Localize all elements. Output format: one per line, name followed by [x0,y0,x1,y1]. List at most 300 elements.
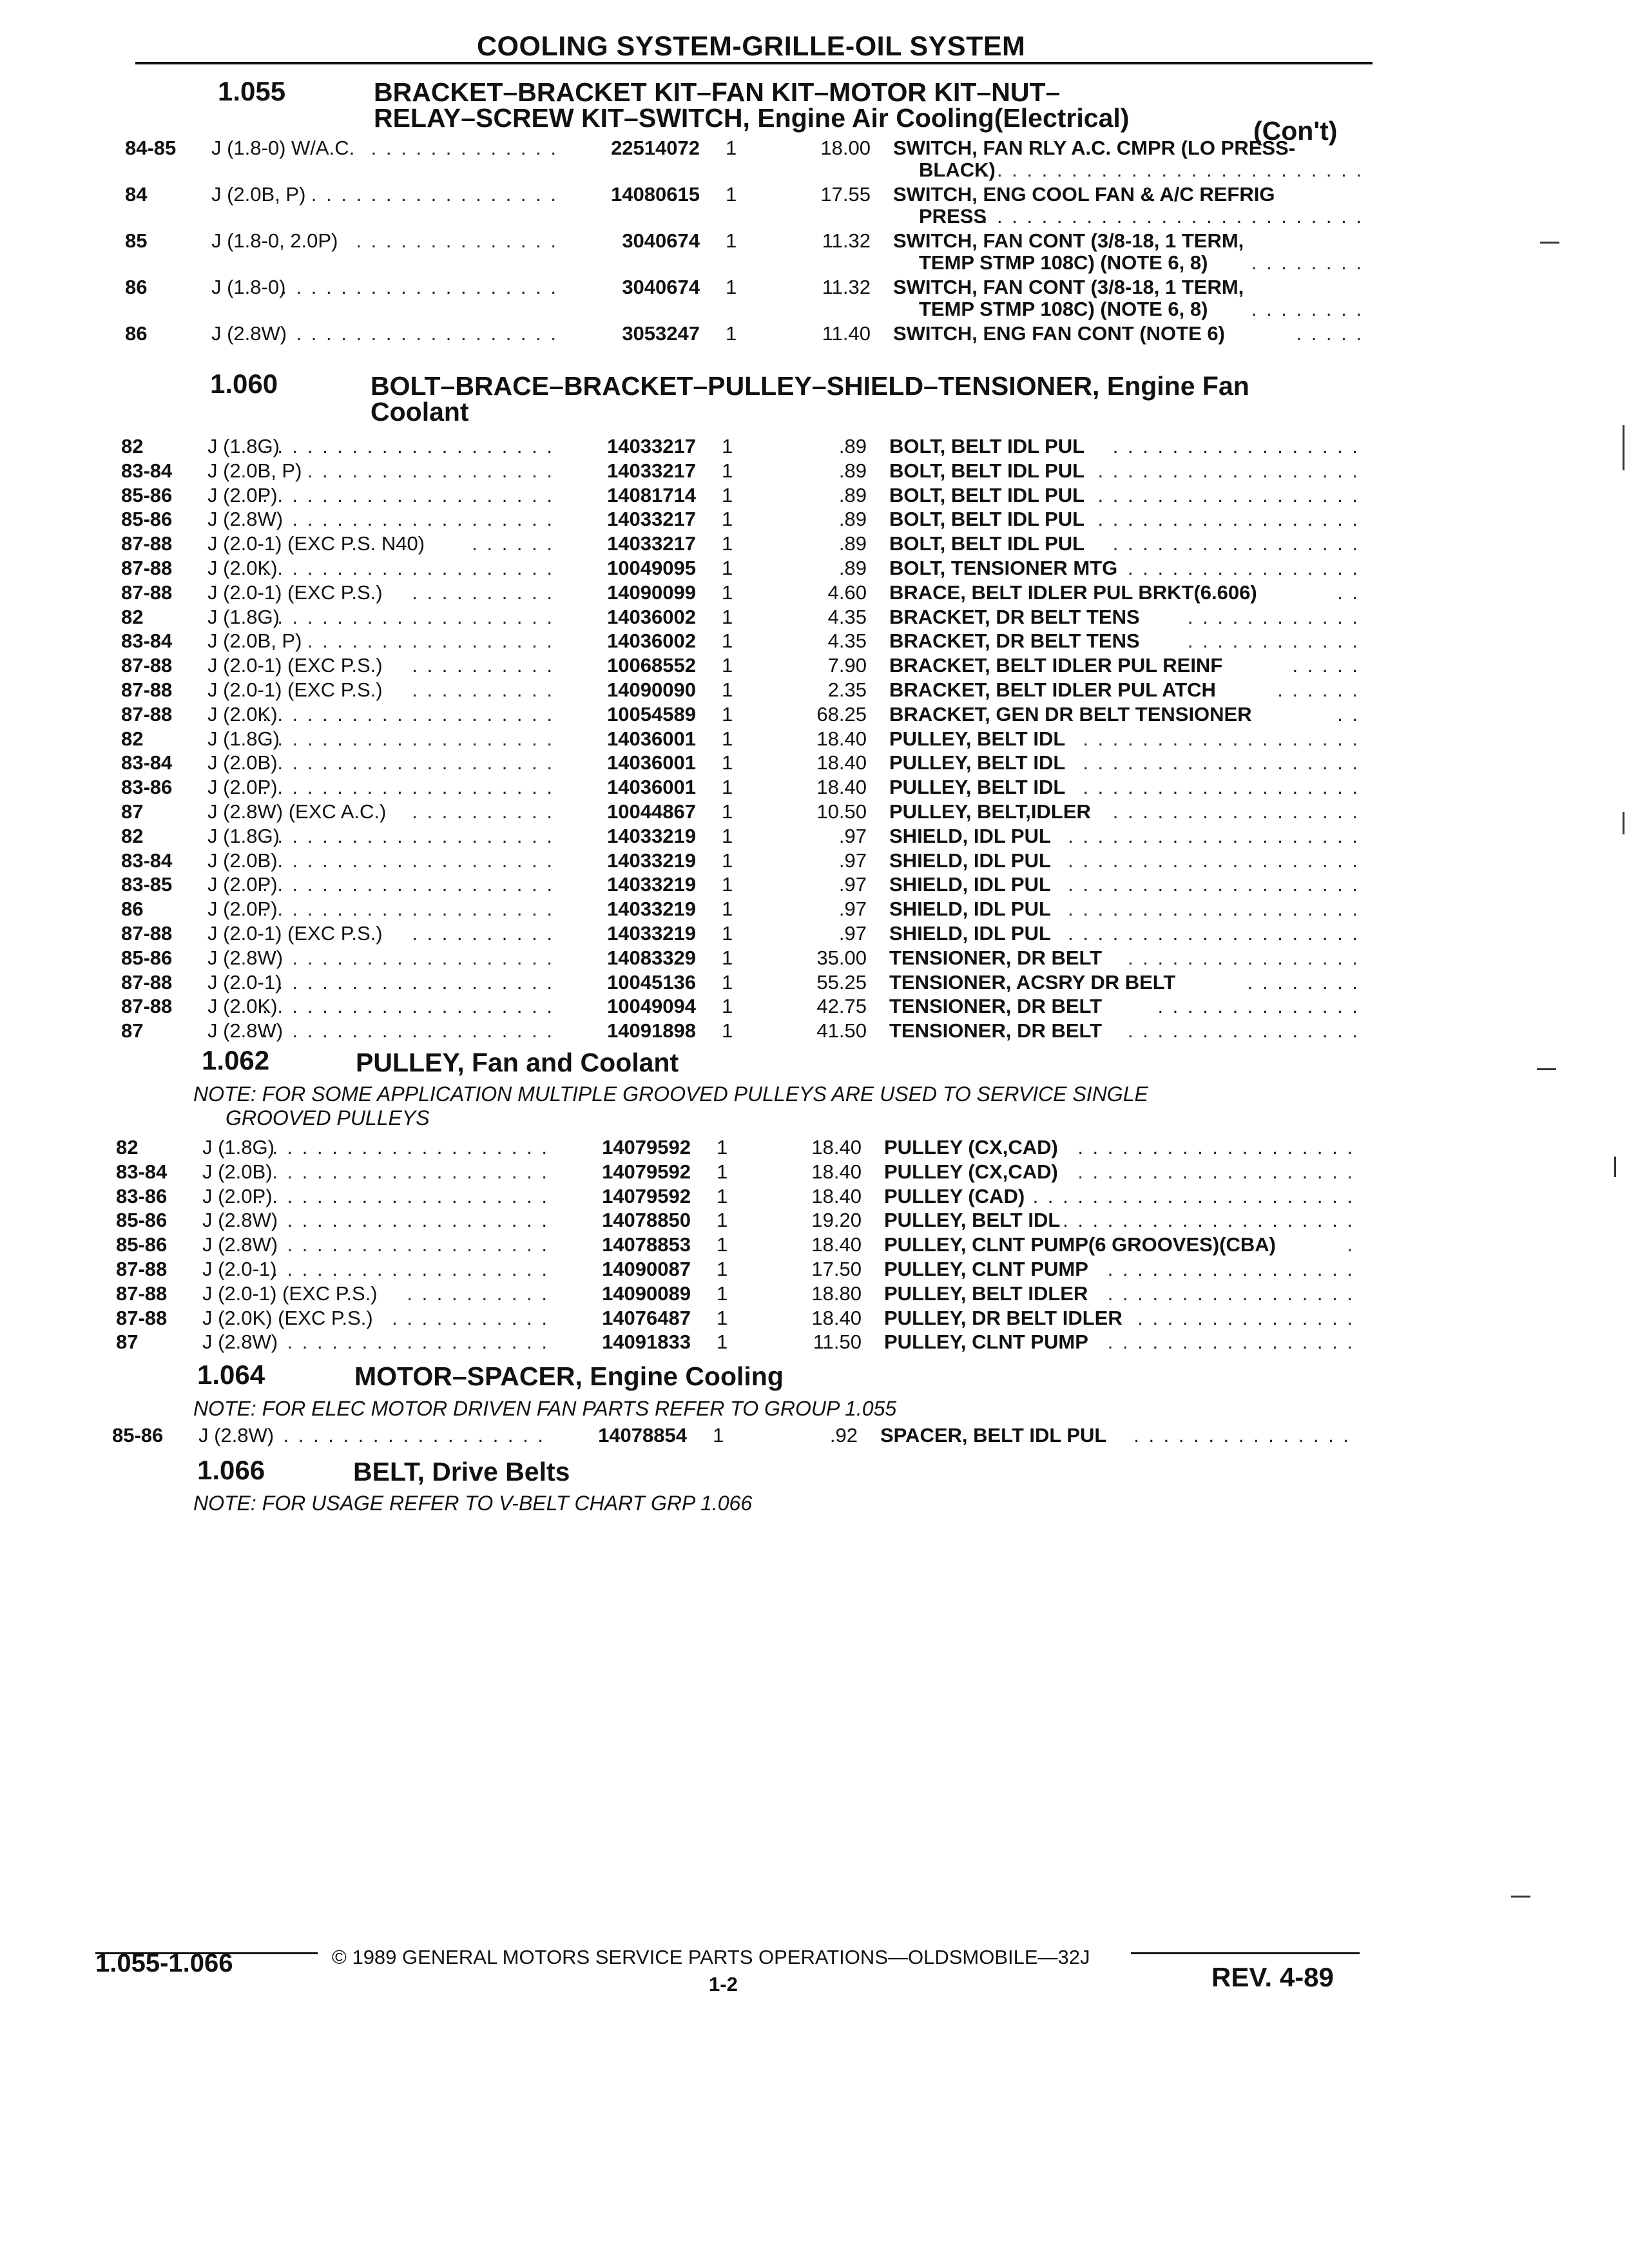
model-year: 85-86 [116,1233,168,1256]
part-description: SWITCH, FAN RLY A.C. CMPR (LO PRESS- [893,137,1296,159]
price: .97 [838,824,867,847]
part-number: 14033217 [607,532,696,555]
table-row [0,1331,1629,1355]
leader-dots: . . . . . . . . . . [412,678,554,701]
leader-dots: . . . . . . . . . . . . . . . . . [1107,1258,1354,1280]
table-row [0,1209,1629,1233]
model-year: 86 [125,322,148,345]
model-year: 84-85 [125,137,177,159]
group-number: 1.064 [197,1360,265,1390]
vehicle-model: J (2.0B) [202,1160,273,1183]
margin-mark [1511,1896,1530,1898]
price: .97 [838,922,867,945]
part-description: SHIELD, IDL PUL [889,849,1051,872]
leader-dots: . . [1337,702,1360,726]
leader-dots: . . . . . . . . . . . . . . . . . . . [277,508,554,531]
leader-dots: . . . . . . . . . . . . . . . . [1128,946,1360,969]
leader-dots: . . . . . . . . . . . . . [371,137,558,159]
part-description-continued: TEMP STMP 108C) (NOTE 6, 8) [919,251,1208,274]
part-description: TENSIONER, DR BELT [889,1019,1103,1043]
quantity: 1 [722,800,733,823]
model-year: 87-88 [121,995,173,1018]
model-year: 83-86 [116,1184,168,1207]
price: .92 [829,1424,858,1446]
leader-dots: . . . . . . . . . . . . . . . . . . . . [257,1136,549,1158]
part-number: 14036001 [607,776,696,799]
quantity: 1 [722,532,733,555]
vehicle-model: J (2.0-1) (EXC P.S.) [207,922,383,945]
margin-mark [1623,812,1624,834]
quantity: 1 [717,1209,728,1232]
quantity: 1 [722,654,733,677]
vehicle-model: J (1.8-0, 2.0P) [211,229,338,252]
leader-dots: . . . . . . . . . . . . . . . . . . . . [262,995,554,1018]
part-number: 14076487 [602,1306,691,1329]
part-description: PULLEY, BELT IDLER [884,1282,1088,1305]
quantity: 1 [726,322,737,345]
quantity: 1 [722,849,733,872]
leader-dots: . . . . . . . . . . . . . . . . . [1112,435,1360,457]
part-description: BOLT, BELT IDL PUL [889,508,1085,531]
quantity: 1 [717,1306,728,1329]
vehicle-model: J (1.8G) [207,824,280,847]
model-year: 85-86 [121,483,173,506]
leader-dots: . . . . . . . . . . . . [1187,605,1360,628]
part-number: 14033217 [607,435,696,457]
leader-dots: . . . . . . . . . . [412,922,554,945]
quantity: 1 [722,776,733,799]
quantity: 1 [722,873,733,896]
model-year: 82 [121,727,144,750]
price: 4.35 [827,629,867,653]
table-row [0,776,1629,800]
table-row [0,629,1629,654]
price: 11.32 [822,229,871,252]
leader-dots: . . . . . . . . . . . . . . . . . . . . [262,557,554,579]
table-row [0,678,1629,703]
table-row [0,873,1629,898]
leader-dots: . . . . . . . . . . . . . . . . . . . . [262,873,554,896]
margin-mark [1614,1157,1616,1177]
group-title-line: MOTOR–SPACER, Engine Cooling [354,1361,784,1391]
table-row [0,849,1629,874]
part-number: 14079592 [602,1136,691,1158]
price: .97 [838,849,867,872]
vehicle-model: J (2.0B) [207,849,278,872]
leader-dots: . . . . . . [472,532,554,555]
table-row [0,508,1629,532]
quantity: 1 [722,508,733,531]
model-year: 82 [116,1136,139,1158]
table-row [0,459,1629,484]
vehicle-model: J (2.8W) [202,1209,278,1232]
part-description: BOLT, BELT IDL PUL [889,532,1085,555]
model-year: 83-84 [121,629,173,653]
quantity: 1 [722,824,733,847]
table-row [0,825,1629,849]
vehicle-model: J (2.0-1) [202,1258,277,1280]
group-title-line: BELT, Drive Belts [353,1457,570,1486]
leader-dots: . . . . . . . . [1251,298,1364,320]
leader-dots: . . . . . . . . [1251,251,1364,274]
part-description: PULLEY (CX,CAD) [884,1160,1058,1183]
quantity: 1 [717,1258,728,1280]
price: 42.75 [816,995,867,1018]
vehicle-model: J (2.8W) [207,946,284,969]
vehicle-model: J (1.8-0) [211,276,286,298]
model-year: 83-85 [121,873,173,896]
table-row [0,532,1629,557]
price: 11.32 [822,276,871,298]
leader-dots: . . . . . . . . . . . [392,1306,549,1329]
part-description: BRACKET, GEN DR BELT TENSIONER [889,702,1252,726]
leader-dots: . [1347,1233,1354,1256]
part-number: 14090087 [602,1258,691,1280]
part-description: BRACKET, DR BELT TENS [889,629,1140,653]
footer-page-number: 1-2 [709,1973,738,1995]
price: 17.55 [820,183,871,206]
leader-dots: . . . . . . . . . . . . . . . . . . . [272,1233,549,1256]
leader-dots: . . . . . . . . . . . . . . . . . . . . [1068,873,1360,896]
part-description: BOLT, BELT IDL PUL [889,459,1085,482]
part-description: SHIELD, IDL PUL [889,922,1051,945]
quantity: 1 [726,183,737,206]
leader-dots: . . . . . . . . . . . . . . . . . . . . [262,776,554,799]
table-row [0,947,1629,971]
model-year: 87-88 [116,1258,168,1280]
leader-dots: . . . . . . . . . . . . . . . . . . . [272,1331,549,1354]
leader-dots: . . . . . . . . . . . . . . . . . . . [268,1424,545,1446]
table-row [0,229,1629,274]
table-row [0,322,1629,347]
quantity: 1 [722,727,733,750]
vehicle-model: J (2.0K) [207,995,278,1018]
part-number: 14033219 [607,922,696,945]
vehicle-model: J (2.0P) [207,898,278,921]
leader-dots: . . . . . [1296,322,1364,345]
vehicle-model: J (2.0B, P) [211,183,306,206]
part-number: 14036002 [607,629,696,653]
price: .89 [838,532,867,555]
vehicle-model: J (1.8G) [207,727,280,750]
vehicle-model: J (2.8W) (EXC A.C.) [207,800,387,823]
table-row [0,751,1629,776]
quantity: 1 [722,629,733,653]
leader-dots: . . . . . . . . . . . . . . . . . . . . [1068,922,1360,945]
model-year: 85-86 [112,1424,164,1446]
part-number: 14081714 [607,483,696,506]
leader-dots: . . . . . . . . . . . . . . . . . . . . [262,702,554,726]
part-number: 14033219 [607,898,696,921]
part-number: 14078850 [602,1209,691,1232]
price: .97 [838,873,867,896]
part-description: TENSIONER, DR BELT [889,946,1103,969]
leader-dots: . . . . . . . . . . . . . . . . . . . . [262,751,554,774]
group-note: NOTE: FOR SOME APPLICATION MULTIPLE GROOVED PULLEYS ARE USED TO SERVICE SINGLE [193,1082,1148,1106]
part-number: 3040674 [622,276,700,298]
price: .97 [838,898,867,921]
part-description: BRACKET, BELT IDLER PUL REINF [889,654,1223,677]
price: .89 [838,483,867,506]
vehicle-model: J (2.0-1) (EXC P.S.) [202,1282,378,1305]
part-description: TENSIONER, DR BELT [889,995,1103,1018]
vehicle-model: J (2.0B) [207,751,278,774]
part-number: 14090090 [607,678,696,701]
leader-dots: . . . . . . . . . . . . . . . . . . . [277,946,554,969]
price: 18.40 [811,1136,862,1158]
part-description: SWITCH, ENG COOL FAN & A/C REFRIG [893,183,1275,206]
price: 18.40 [811,1160,862,1183]
vehicle-model: J (2.8W) [207,1019,284,1043]
part-description: TENSIONER, ACSRY DR BELT [889,970,1176,994]
group-title-line: Coolant [371,397,469,427]
vehicle-model: J (2.0P) [202,1184,273,1207]
model-year: 87 [121,1019,144,1043]
leader-dots: . . . . . . . . . . . . . . . . . . . [272,1258,549,1280]
vehicle-model: J (2.0K) (EXC P.S.) [202,1306,373,1329]
quantity: 1 [722,435,733,457]
group-note: NOTE: FOR USAGE REFER TO V-BELT CHART GRP 1.066 [193,1492,753,1515]
leader-dots: . . . . . . . . . . . . . . . . . [307,459,554,482]
leader-dots: . . . . . . . . . . . . . . . . . . . . [1068,898,1360,921]
model-year: 85 [125,229,148,252]
leader-dots: . . . . . . . . . . . . . . . . . . . . . . [1032,1184,1354,1207]
model-year: 83-84 [121,849,173,872]
vehicle-model: J (2.0-1) (EXC P.S. N40) [207,532,425,555]
header-rule [135,62,1373,64]
vehicle-model: J (2.8W) [211,322,287,345]
table-row [0,137,1629,181]
price: .89 [838,557,867,579]
leader-dots: . . . . . . . . . . . . . . . . . [1112,532,1360,555]
group-number: 1.062 [202,1045,270,1075]
leader-dots: . . . . . . . . . . . . . . . . . [1107,1282,1354,1305]
leader-dots: . . . . . . . . . . . . . . . . . [311,183,558,206]
vehicle-model: J (2.0B, P) [207,629,302,653]
quantity: 1 [722,581,733,604]
page-header-title: COOLING SYSTEM-GRILLE-OIL SYSTEM [477,31,1026,62]
leader-dots: . . . . . . . . . . . . . . . . . . . . [1063,1209,1354,1232]
part-description: SWITCH, ENG FAN CONT (NOTE 6) [893,322,1225,345]
price: 4.60 [827,581,867,604]
part-number: 10044867 [607,800,696,823]
part-description: SHIELD, IDL PUL [889,898,1051,921]
price: 68.25 [816,702,867,726]
leader-dots: . . [1337,581,1360,604]
table-row [0,800,1629,825]
table-row [0,435,1629,459]
leader-dots: . . . . . . . . . . . . . . . . . . . [281,322,558,345]
part-number: 3040674 [622,229,700,252]
part-number: 10045136 [607,970,696,994]
footer-copyright: © 1989 GENERAL MOTORS SERVICE PARTS OPERATIONS—OLDSMOBILE—32J [332,1946,1090,1968]
leader-dots: . . . . . . . . [1247,970,1360,994]
vehicle-model: J (2.0B, P) [207,459,302,482]
vehicle-model: J (2.8W) [202,1233,278,1256]
part-description: SWITCH, FAN CONT (3/8-18, 1 TERM, [893,229,1244,252]
part-number: 3053247 [622,322,700,345]
part-description: BOLT, TENSIONER MTG [889,557,1118,579]
model-year: 83-86 [121,776,173,799]
vehicle-model: J (2.8W) [202,1331,278,1354]
price: 18.40 [816,751,867,774]
leader-dots: . . . . . . . . . . . . . . . . . . . . [1068,824,1360,847]
quantity: 1 [726,276,737,298]
table-row [0,606,1629,630]
part-description: PULLEY, BELT IDL [889,727,1066,750]
margin-mark [1623,425,1624,470]
leader-dots: . . . . . . . . . . . . . . . . . . . . . . . . . . . [967,205,1364,227]
leader-dots: . . . . . . . . . . . . . . . . . . . . [262,605,554,628]
part-number: 14036001 [607,751,696,774]
quantity: 1 [713,1424,724,1446]
leader-dots: . . . . . . . . . . . . . . . . . . . [1083,727,1360,750]
part-description-continued: BLACK) [919,159,996,181]
price: 55.25 [816,970,867,994]
leader-dots: . . . . . . . . . . . . . . . . . . . . [262,435,554,457]
part-description: SHIELD, IDL PUL [889,873,1051,896]
model-year: 85-86 [121,508,173,531]
table-row [0,1307,1629,1331]
leader-dots: . . . . . . . . . . . . . . . . . [1112,800,1360,823]
model-year: 87-88 [121,702,173,726]
part-number: 14079592 [602,1184,691,1207]
table-row [0,654,1629,678]
quantity: 1 [722,922,733,945]
vehicle-model: J (2.0K) [207,557,278,579]
model-year: 87-88 [121,532,173,555]
quantity: 1 [717,1184,728,1207]
model-year: 83-84 [121,751,173,774]
group-number: 1.066 [197,1455,265,1485]
table-row [0,1258,1629,1282]
part-number: 14033217 [607,459,696,482]
leader-dots: . . . . . . . . . . . . . . . . . . [1097,459,1360,482]
model-year: 87-88 [121,970,173,994]
price: 4.35 [827,605,867,628]
vehicle-model: J (1.8G) [207,435,280,457]
price: 7.90 [827,654,867,677]
leader-dots: . . . . . . . . . . . . . . . . . . . . [262,849,554,872]
leader-dots: . . . . . . . . . . . . . . . . . . . [1077,1136,1354,1158]
table-row [0,971,1629,995]
footer-group-range: 1.055-1.066 [95,1949,233,1977]
vehicle-model: J (2.0-1) [207,970,282,994]
table-row [0,484,1629,508]
leader-dots: . . . . . . . . . . . . . . . . . . . [277,970,554,994]
leader-dots: . . . . . . . . . . . . . . . . . . . . [257,1160,549,1183]
table-row [0,1233,1629,1258]
leader-dots: . . . . . . . . . . . . . . . . . . . [281,276,558,298]
quantity: 1 [722,751,733,774]
part-number: 14080615 [611,183,700,206]
vehicle-model: J (2.0-1) (EXC P.S.) [207,654,383,677]
model-year: 86 [125,276,148,298]
part-number: 14079592 [602,1160,691,1183]
part-description: BRACKET, BELT IDLER PUL ATCH [889,678,1216,701]
leader-dots: . . . . . . . . . . . . . . . . . . . . [262,1019,554,1043]
table-row [0,995,1629,1019]
vehicle-model: J (2.0-1) (EXC P.S.) [207,678,383,701]
leader-dots: . . . . . . . . . . . . . . . . [1128,557,1360,579]
footer-revision: REV. 4-89 [1211,1962,1334,1992]
table-row [0,581,1629,606]
leader-dots: . . . . . . . . . . . . . . . . . . [1097,508,1360,531]
group-title-line: PULLEY, Fan and Coolant [356,1048,679,1077]
model-year: 87-88 [116,1306,168,1329]
leader-dots: . . . . . . . . . . [412,581,554,604]
part-number: 14091898 [607,1019,696,1043]
quantity: 1 [722,605,733,628]
quantity: 1 [722,483,733,506]
part-number: 14078853 [602,1233,691,1256]
leader-dots: . . . . . . . . . . [412,654,554,677]
price: 35.00 [816,946,867,969]
part-number: 14090099 [607,581,696,604]
group-title-line: RELAY–SCREW KIT–SWITCH, Engine Air Cooling(Electrical) [374,103,1130,133]
quantity: 1 [717,1160,728,1183]
part-number: 14033219 [607,824,696,847]
leader-dots: . . . . . . . . . . . . . . . . . . . . [262,824,554,847]
part-description: SHIELD, IDL PUL [889,824,1051,847]
group-title-line: BRACKET–BRACKET KIT–FAN KIT–MOTOR KIT–NUT– [374,77,1061,107]
part-number: 14091833 [602,1331,691,1354]
model-year: 82 [121,824,144,847]
quantity: 1 [722,898,733,921]
leader-dots: . . . . . [1292,654,1360,677]
vehicle-model: J (2.8W) [207,508,284,531]
part-description: PULLEY (CAD) [884,1184,1025,1207]
part-description: BRACE, BELT IDLER PUL BRKT(6.606) [889,581,1257,604]
group-number: 1.060 [210,369,278,399]
table-row [0,727,1629,752]
part-number: 14033217 [607,508,696,531]
part-description: BRACKET, DR BELT TENS [889,605,1140,628]
model-year: 83-84 [116,1160,168,1183]
vehicle-model: J (1.8-0) W/A.C. [211,137,355,159]
part-description: PULLEY, BELT IDL [889,776,1066,799]
model-year: 87-88 [121,581,173,604]
model-year: 86 [121,898,144,921]
table-row [0,703,1629,727]
vehicle-model: J (2.0K) [207,702,278,726]
table-row [0,1185,1629,1209]
quantity: 1 [722,557,733,579]
quantity: 1 [722,946,733,969]
leader-dots: . . . . . . . . . . . . . . . . . . . [272,1209,549,1232]
leader-dots: . . . . . . . . . . [412,800,554,823]
table-row [0,898,1629,922]
quantity: 1 [722,970,733,994]
quantity: 1 [722,702,733,726]
leader-dots: . . . . . . . . . . . . . . . . . [1107,1331,1354,1354]
part-number: 14033219 [607,849,696,872]
part-description-continued: TEMP STMP 108C) (NOTE 6, 8) [919,298,1208,320]
part-description: PULLEY, CLNT PUMP [884,1258,1088,1280]
part-description: PULLEY, DR BELT IDLER [884,1306,1123,1329]
price: .89 [838,508,867,531]
quantity: 1 [726,229,737,252]
part-number: 10049094 [607,995,696,1018]
leader-dots: . . . . . . [1277,678,1360,701]
part-description: PULLEY, BELT IDL [889,751,1066,774]
price: 18.40 [811,1184,862,1207]
quantity: 1 [722,678,733,701]
model-year: 87-88 [121,922,173,945]
leader-dots: . . . . . . . . . . . . . . . [1133,1424,1351,1446]
price: 18.80 [811,1282,862,1305]
vehicle-model: J (2.0P) [207,776,278,799]
